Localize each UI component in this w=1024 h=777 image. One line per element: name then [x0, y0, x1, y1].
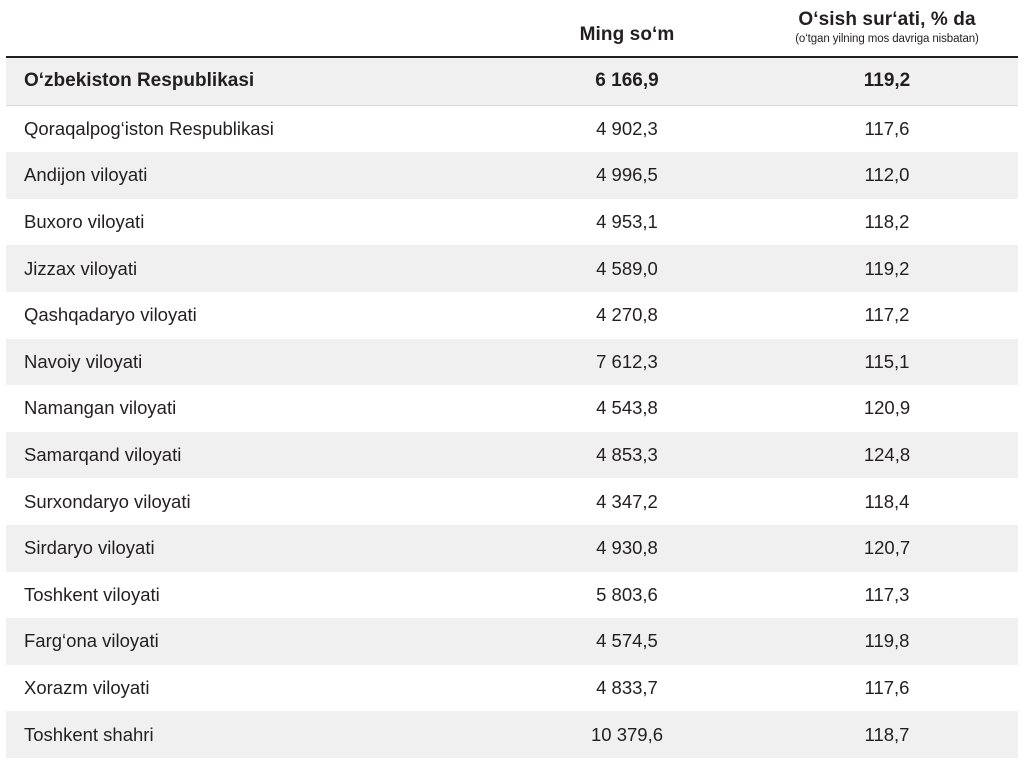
regional-wages-table	[6, 0, 1018, 758]
cell-region-name: Navoiy viloyati	[6, 339, 498, 386]
table-row	[6, 478, 1018, 525]
cell-region-name: Toshkent shahri	[6, 711, 498, 758]
cell-growth-rate-percent: 120,9	[756, 385, 1018, 432]
cell-value-thousand-soum: 4 833,7	[498, 665, 756, 712]
cell-region-name: Qashqadaryo viloyati	[6, 292, 498, 339]
cell-growth-rate-percent: 118,2	[756, 199, 1018, 246]
cell-value-thousand-soum: 4 953,1	[498, 199, 756, 246]
cell-region-name: Xorazm viloyati	[6, 665, 498, 712]
column-header-rate-label: O‘sish sur‘ati, % da	[798, 9, 976, 30]
cell-value-thousand-soum: 6 166,9	[498, 57, 756, 105]
table-row	[6, 199, 1018, 246]
table-row	[6, 105, 1018, 152]
cell-growth-rate-percent: 117,2	[756, 292, 1018, 339]
cell-region-name: Sirdaryo viloyati	[6, 525, 498, 572]
cell-growth-rate-percent: 118,7	[756, 711, 1018, 758]
table-row	[6, 292, 1018, 339]
cell-growth-rate-percent: 119,2	[756, 245, 1018, 292]
cell-region-name: Farg‘ona viloyati	[6, 618, 498, 665]
column-header-value-label: Ming so‘m	[579, 24, 675, 45]
cell-region-name: Andijon viloyati	[6, 152, 498, 199]
column-header-rate	[756, 0, 1018, 57]
cell-region-name: Surxondaryo viloyati	[6, 478, 498, 525]
cell-value-thousand-soum: 5 803,6	[498, 572, 756, 619]
cell-growth-rate-percent: 117,3	[756, 572, 1018, 619]
cell-growth-rate-percent: 120,7	[756, 525, 1018, 572]
cell-growth-rate-percent: 119,2	[756, 57, 1018, 105]
cell-value-thousand-soum: 4 543,8	[498, 385, 756, 432]
table-row	[6, 665, 1018, 712]
column-header-rate-sublabel: (o‘tgan yilning mos davriga nisbatan)	[795, 33, 979, 45]
table-row	[6, 432, 1018, 479]
column-header-value	[498, 0, 756, 57]
cell-region-name: Toshkent viloyati	[6, 572, 498, 619]
table-row	[6, 572, 1018, 619]
cell-region-name: Jizzax viloyati	[6, 245, 498, 292]
table-row	[6, 385, 1018, 432]
table-row	[6, 339, 1018, 386]
table-row	[6, 618, 1018, 665]
cell-region-name: O‘zbekiston Respublikasi	[6, 57, 498, 105]
cell-growth-rate-percent: 124,8	[756, 432, 1018, 479]
column-header-region	[6, 0, 498, 57]
cell-growth-rate-percent: 117,6	[756, 665, 1018, 712]
column-header-region-label	[6, 45, 498, 46]
cell-value-thousand-soum: 4 270,8	[498, 292, 756, 339]
table-row	[6, 711, 1018, 758]
cell-value-thousand-soum: 4 589,0	[498, 245, 756, 292]
cell-region-name: Namangan viloyati	[6, 385, 498, 432]
cell-growth-rate-percent: 115,1	[756, 339, 1018, 386]
cell-value-thousand-soum: 4 853,3	[498, 432, 756, 479]
cell-value-thousand-soum: 4 930,8	[498, 525, 756, 572]
table-row	[6, 525, 1018, 572]
cell-value-thousand-soum: 4 902,3	[498, 105, 756, 152]
cell-region-name: Buxoro viloyati	[6, 199, 498, 246]
cell-value-thousand-soum: 4 996,5	[498, 152, 756, 199]
cell-region-name: Qoraqalpog‘iston Respublikasi	[6, 105, 498, 152]
cell-value-thousand-soum: 4 574,5	[498, 618, 756, 665]
cell-growth-rate-percent: 118,4	[756, 478, 1018, 525]
cell-growth-rate-percent: 119,8	[756, 618, 1018, 665]
cell-region-name: Samarqand viloyati	[6, 432, 498, 479]
table-row	[6, 57, 1018, 105]
cell-growth-rate-percent: 112,0	[756, 152, 1018, 199]
table-header	[6, 0, 1018, 57]
cell-growth-rate-percent: 117,6	[756, 105, 1018, 152]
cell-value-thousand-soum: 10 379,6	[498, 711, 756, 758]
table-row	[6, 245, 1018, 292]
table-row	[6, 152, 1018, 199]
cell-value-thousand-soum: 7 612,3	[498, 339, 756, 386]
table-body	[6, 57, 1018, 758]
cell-value-thousand-soum: 4 347,2	[498, 478, 756, 525]
